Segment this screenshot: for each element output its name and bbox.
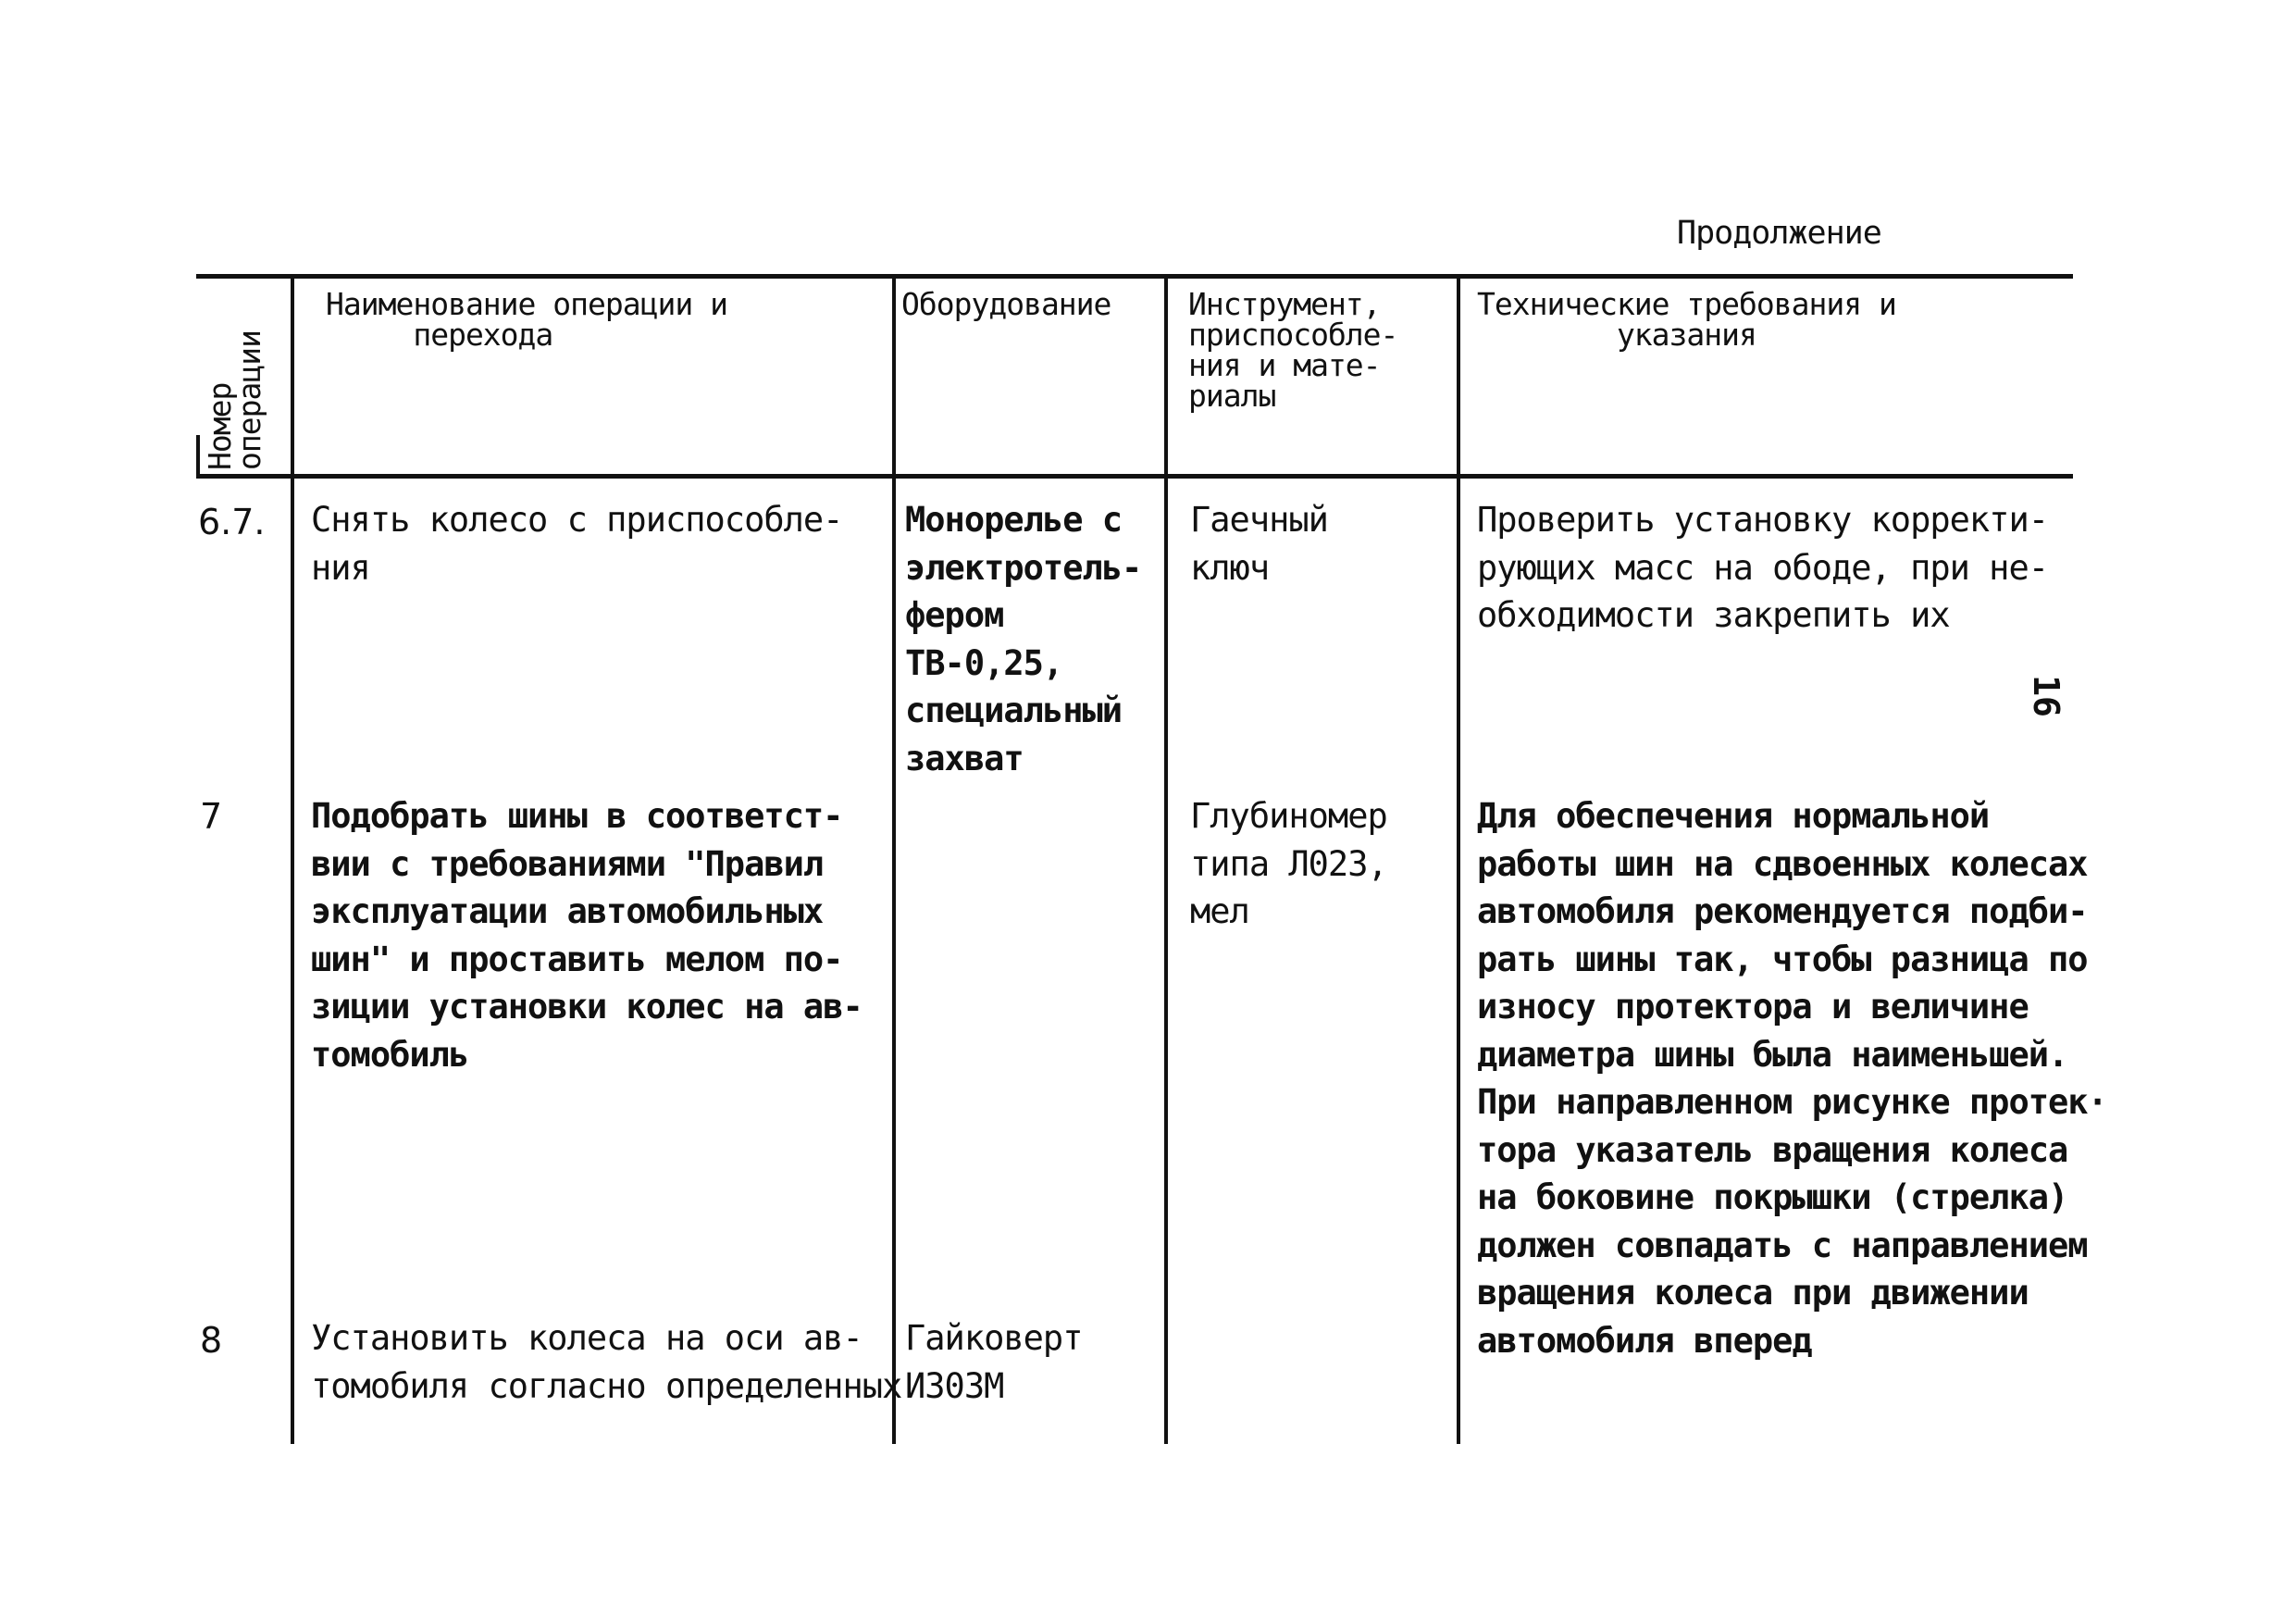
table-top-border [196, 274, 2073, 279]
column-divider [1164, 276, 1168, 1444]
header-op-number-line2: операции [231, 330, 267, 470]
continuation-label: Продолжение [1677, 215, 1881, 252]
column-divider [892, 276, 896, 1444]
page-number: 16 [2025, 675, 2066, 717]
row-tools: Глубиномер типа Л023, мел [1190, 796, 1387, 931]
column-divider [1457, 276, 1460, 1444]
row-number: 7 [200, 796, 223, 837]
row-operation: Установить колеса на оси ав- томобиля согласно определенных [311, 1318, 902, 1406]
row-number: 6.7. [198, 502, 266, 542]
header-left-tick [196, 435, 200, 476]
column-divider [291, 276, 294, 1444]
row-requirements: Для обеспечения нормальной работы шин на сдвоенных колесах автомобиля рекомендуется подби- рать шины так, чтобы разница по износу протектора и величине диаметра шины была наименьшей. При направленном рисунке протек· тора указатель вращения колеса на боковине покрышки (стрелка) должен совпадать с направлением вращения колеса при движении автомобиля вперед [1477, 796, 2107, 1361]
row-equipment: Монорелье с электротель- фером ТВ-0,25, специальный захват [905, 500, 1142, 778]
row-requirements: Проверить установку корректи- рующих масс на ободе, при не- обходимости закрепить их [1477, 500, 2049, 635]
table-header-border [196, 474, 2073, 479]
row-operation: Подобрать шины в соответст- вии с требованиями "Правил эксплуатации автомобильных шин" и проставить мелом по- зиции установки колес на ав- томобиль [311, 796, 863, 1075]
header-op-name: Наименование операции и перехода [326, 286, 727, 353]
row-number: 8 [200, 1320, 223, 1361]
header-tools: Инструмент, приспособле- ния и мате- риалы [1188, 286, 1398, 414]
row-equipment: Гайковерт И303М [905, 1318, 1083, 1406]
row-tools: Гаечный ключ [1190, 500, 1328, 588]
header-requirements: Технические требования и указания [1477, 286, 1896, 353]
header-equipment: Оборудование [901, 286, 1111, 322]
header-op-number-line1: Номер [202, 382, 238, 470]
row-operation: Снять колесо с приспособле- ния [311, 500, 843, 588]
